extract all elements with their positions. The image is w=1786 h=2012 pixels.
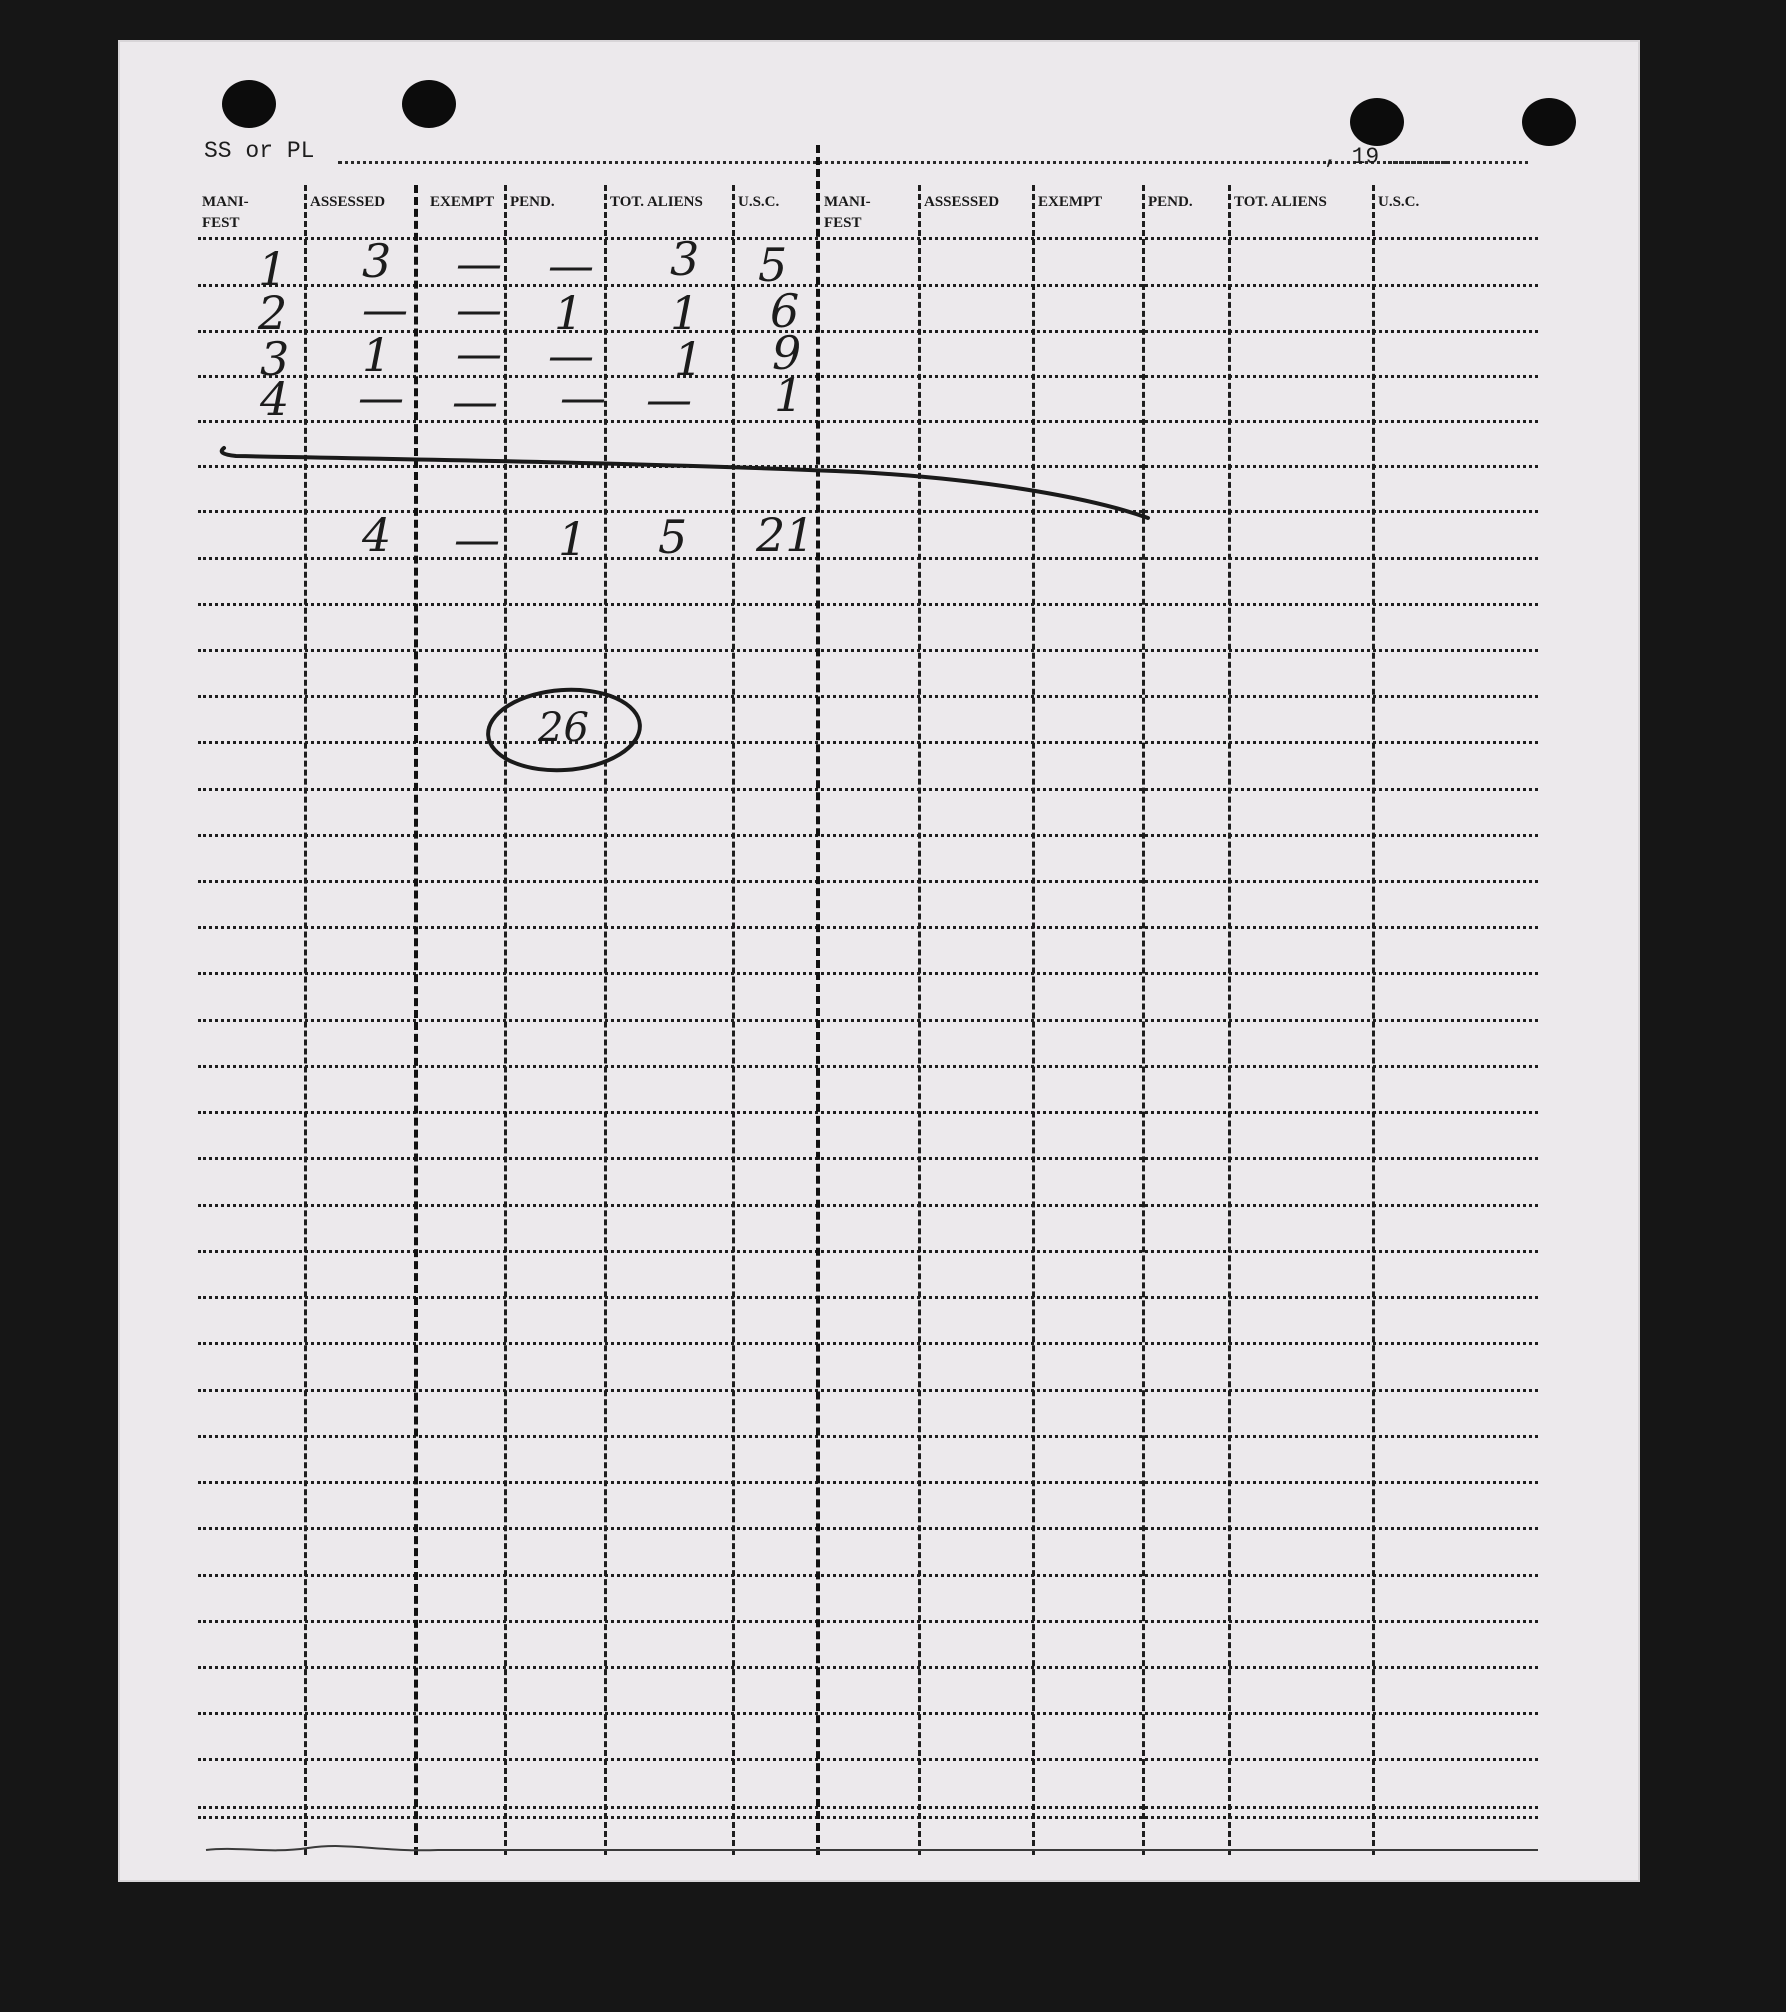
row-3-pend: — bbox=[548, 328, 594, 382]
col-manifest-line1: MANI- bbox=[202, 194, 249, 210]
col-exempt-heading: EXEMPT bbox=[430, 194, 495, 210]
row-3-usc: 9 bbox=[772, 326, 802, 380]
total-tot-aliens: 5 bbox=[658, 510, 688, 564]
col-assessed-heading-2: ASSESSED bbox=[924, 194, 1000, 210]
col-assessed-heading: ASSESSED bbox=[310, 194, 386, 210]
row-1-tot-aliens: 3 bbox=[670, 232, 700, 286]
grand-total: 26 bbox=[538, 705, 589, 751]
row-4-tot-aliens: — bbox=[646, 372, 692, 426]
col-manifest-2-line1: MANI- bbox=[824, 194, 871, 210]
total-assessed: 4 bbox=[362, 508, 392, 562]
total-usc: 21 bbox=[756, 508, 815, 562]
bottom-wavy-rule bbox=[206, 1846, 1538, 1850]
total-underline-stroke bbox=[222, 448, 1148, 518]
row-4-usc: 1 bbox=[774, 368, 804, 422]
col-exempt-heading-2: EXEMPT bbox=[1038, 194, 1103, 210]
col-pend-heading: PEND. bbox=[510, 194, 555, 210]
row-2-manifest: 2 bbox=[258, 286, 288, 340]
ss-or-pl-label: SS or PL bbox=[204, 138, 315, 164]
row-3-tot-aliens: 1 bbox=[674, 332, 704, 386]
col-usc-heading-2: U.S.C. bbox=[1378, 194, 1420, 210]
col-usc-heading: U.S.C. bbox=[738, 194, 780, 210]
row-4-pend: — bbox=[560, 370, 606, 424]
form-sheet bbox=[118, 40, 1640, 1882]
col-pend-heading-2: PEND. bbox=[1148, 194, 1193, 210]
year-label: , 19 bbox=[1324, 144, 1380, 170]
row-3-exempt: — bbox=[456, 326, 502, 380]
row-4-manifest: 4 bbox=[260, 372, 290, 426]
row-2-assessed: — bbox=[362, 282, 408, 336]
col-tot-aliens-heading: TOT. ALIENS bbox=[610, 194, 703, 210]
row-4-exempt: — bbox=[452, 374, 498, 428]
grand-total-circle bbox=[485, 685, 642, 775]
row-1-manifest: 1 bbox=[258, 242, 288, 296]
pen-strokes bbox=[118, 40, 1640, 1882]
row-1-assessed: 3 bbox=[362, 234, 392, 288]
row-3-manifest: 3 bbox=[260, 332, 290, 386]
total-exempt: — bbox=[454, 512, 500, 566]
row-1-usc: 5 bbox=[758, 238, 788, 292]
row-4-assessed: — bbox=[358, 370, 404, 424]
row-2-tot-aliens: 1 bbox=[670, 286, 700, 340]
row-1-pend: — bbox=[548, 238, 594, 292]
row-3-assessed: 1 bbox=[362, 328, 392, 382]
col-tot-aliens-heading-2: TOT. ALIENS bbox=[1234, 194, 1327, 210]
row-2-exempt: — bbox=[456, 282, 502, 336]
col-manifest-2-line2: FEST bbox=[824, 215, 862, 231]
col-manifest-line2: FEST bbox=[202, 215, 240, 231]
row-2-pend: 1 bbox=[554, 286, 584, 340]
total-pend: 1 bbox=[558, 512, 588, 566]
row-1-exempt: — bbox=[456, 236, 502, 290]
row-2-usc: 6 bbox=[770, 284, 800, 338]
